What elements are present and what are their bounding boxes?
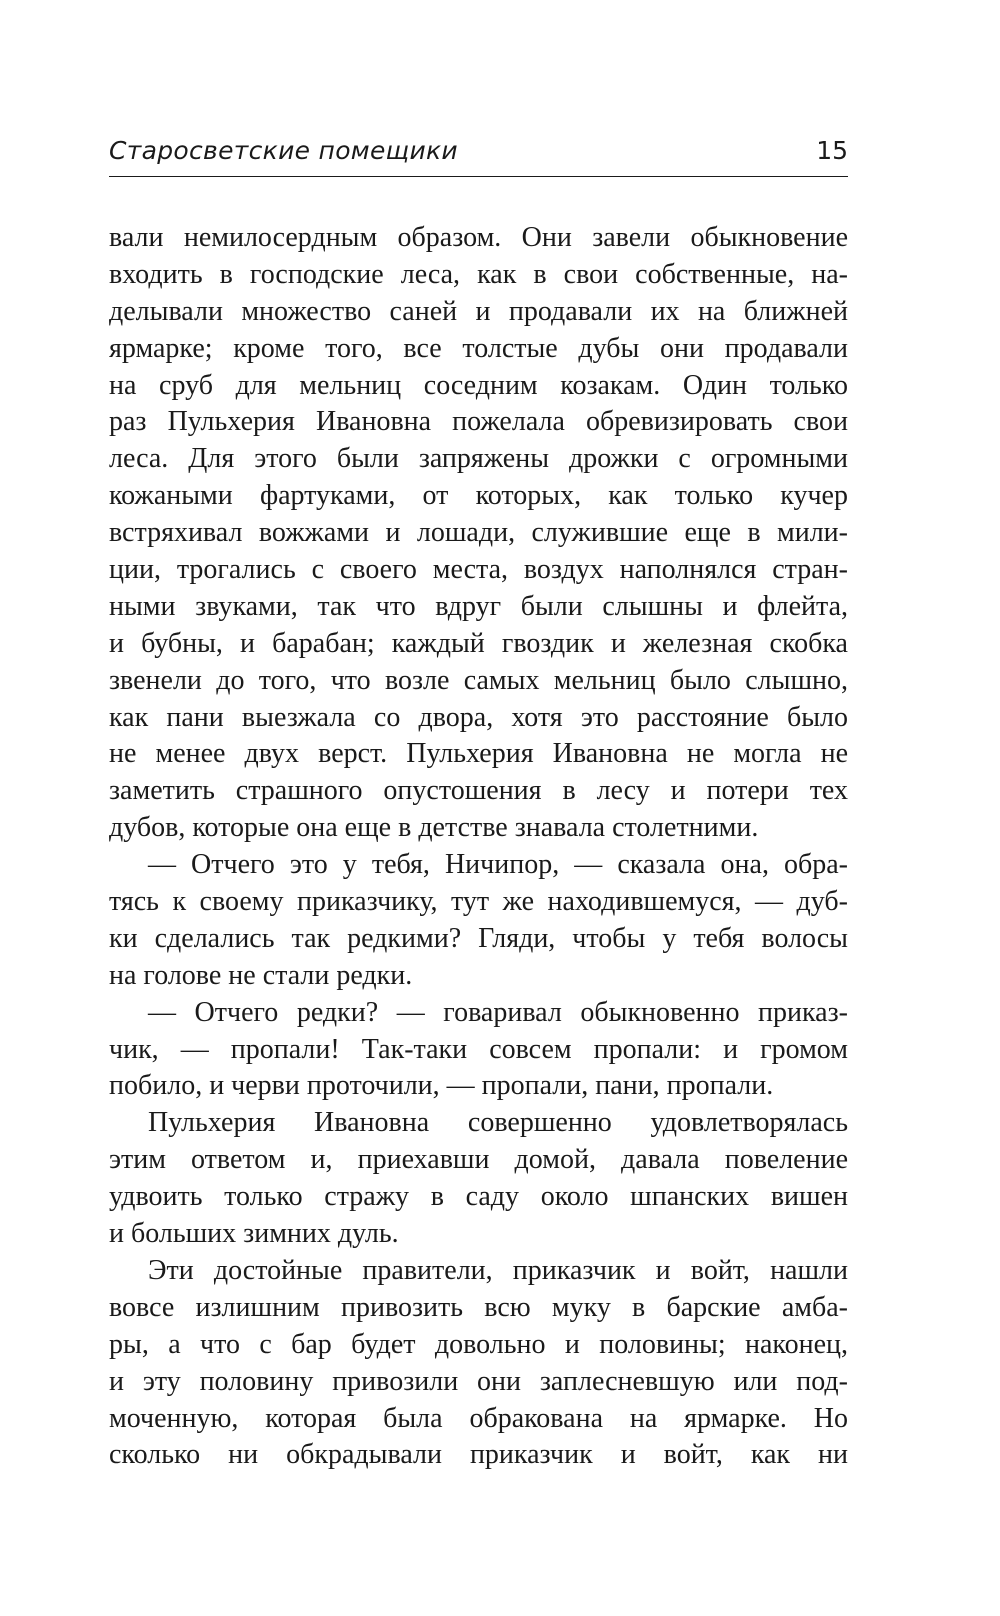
text-line: раз Пульхерия Ивановна пожелала обревизировать свои: [109, 406, 848, 438]
text-line: ции, трогались с своего места, воздух наполнялся стран-: [109, 554, 848, 586]
running-header: [109, 132, 848, 177]
text-line: не менее двух верст. Пульхерия Ивановна не могла не: [109, 738, 848, 770]
text-line: тясь к своему приказчику, тут же находившемуся, — дуб-: [109, 886, 848, 918]
text-line: побило, и черви проточили, — пропали, пани, пропали.: [109, 1070, 774, 1102]
text-line: сколько ни обкрадывали приказчик и войт, как ни: [109, 1439, 848, 1471]
paragraph: [109, 995, 848, 1106]
text-line: Эти достойные правители, приказчик и войт, нашли: [148, 1254, 848, 1286]
text-line: этим ответом и, приехавши домой, давала повеление: [109, 1144, 848, 1176]
text-line: делывали множество саней и продавали их на ближней: [109, 295, 848, 327]
text-line: ярмарке; кроме того, все толстые дубы они продавали: [109, 332, 848, 364]
text-line: — Отчего это у тебя, Ничипор, — сказала она, обра-: [148, 849, 848, 881]
text-line: вовсе излишним привозить всю муку в барские амба-: [109, 1291, 848, 1323]
text-line: на сруб для мельниц соседним козакам. Один только: [109, 369, 848, 401]
text-line: вали немилосердным образом. Они завели обыкновение: [109, 222, 848, 253]
text-line: кожаными фартуками, от которых, как только кучер: [109, 480, 848, 512]
body-text: [109, 220, 848, 1474]
paragraph: [109, 1253, 848, 1474]
text-line: входить в господские леса, как в свои собственные, на-: [109, 258, 848, 290]
page-number: 15: [816, 136, 848, 165]
text-line: ки сделались так редкими? Гляди, чтобы у тебя волосы: [109, 922, 848, 954]
text-line: леса. Для этого были запряжены дрожки с огромными: [109, 443, 848, 475]
text-line: и больших зимних дуль.: [109, 1218, 399, 1250]
text-line: ры, а что с бар будет довольно и половины; наконец,: [109, 1328, 848, 1360]
paragraph: [109, 847, 848, 995]
text-line: встряхивал вожжами и лошади, служившие еще в мили-: [109, 517, 848, 549]
text-line: удвоить только стражу в саду около шпанских вишен: [109, 1181, 848, 1213]
text-line: и бубны, и барабан; каждый гвоздик и железная скобка: [109, 627, 848, 659]
text-line: на голове не стали редки.: [109, 959, 413, 991]
paragraph: [109, 220, 848, 847]
text-line: — Отчего редки? — говаривал обыкновенно приказ-: [148, 996, 848, 1028]
paragraph: [109, 1105, 848, 1253]
text-line: дубов, которые она еще в детстве знавала столетними.: [109, 812, 759, 844]
text-line: ными звуками, так что вдруг были слышны и флейта,: [109, 590, 848, 622]
text-line: заметить страшного опустошения в лесу и потери тех: [109, 775, 848, 807]
text-line: как пани выезжала со двора, хотя это расстояние было: [109, 701, 848, 733]
text-line: звенели до того, что возле самых мельниц было слышно,: [109, 664, 848, 696]
text-line: чик, — пропали! Так-таки совсем пропали: и громом: [109, 1033, 848, 1065]
text-line: Пульхерия Ивановна совершенно удовлетворялась: [148, 1107, 848, 1139]
running-title: Старосветские помещики: [109, 136, 458, 165]
text-line: моченную, которая была обракована на ярмарке. Но: [109, 1402, 848, 1434]
text-line: и эту половину привозили они заплесневшую или под-: [109, 1365, 848, 1397]
